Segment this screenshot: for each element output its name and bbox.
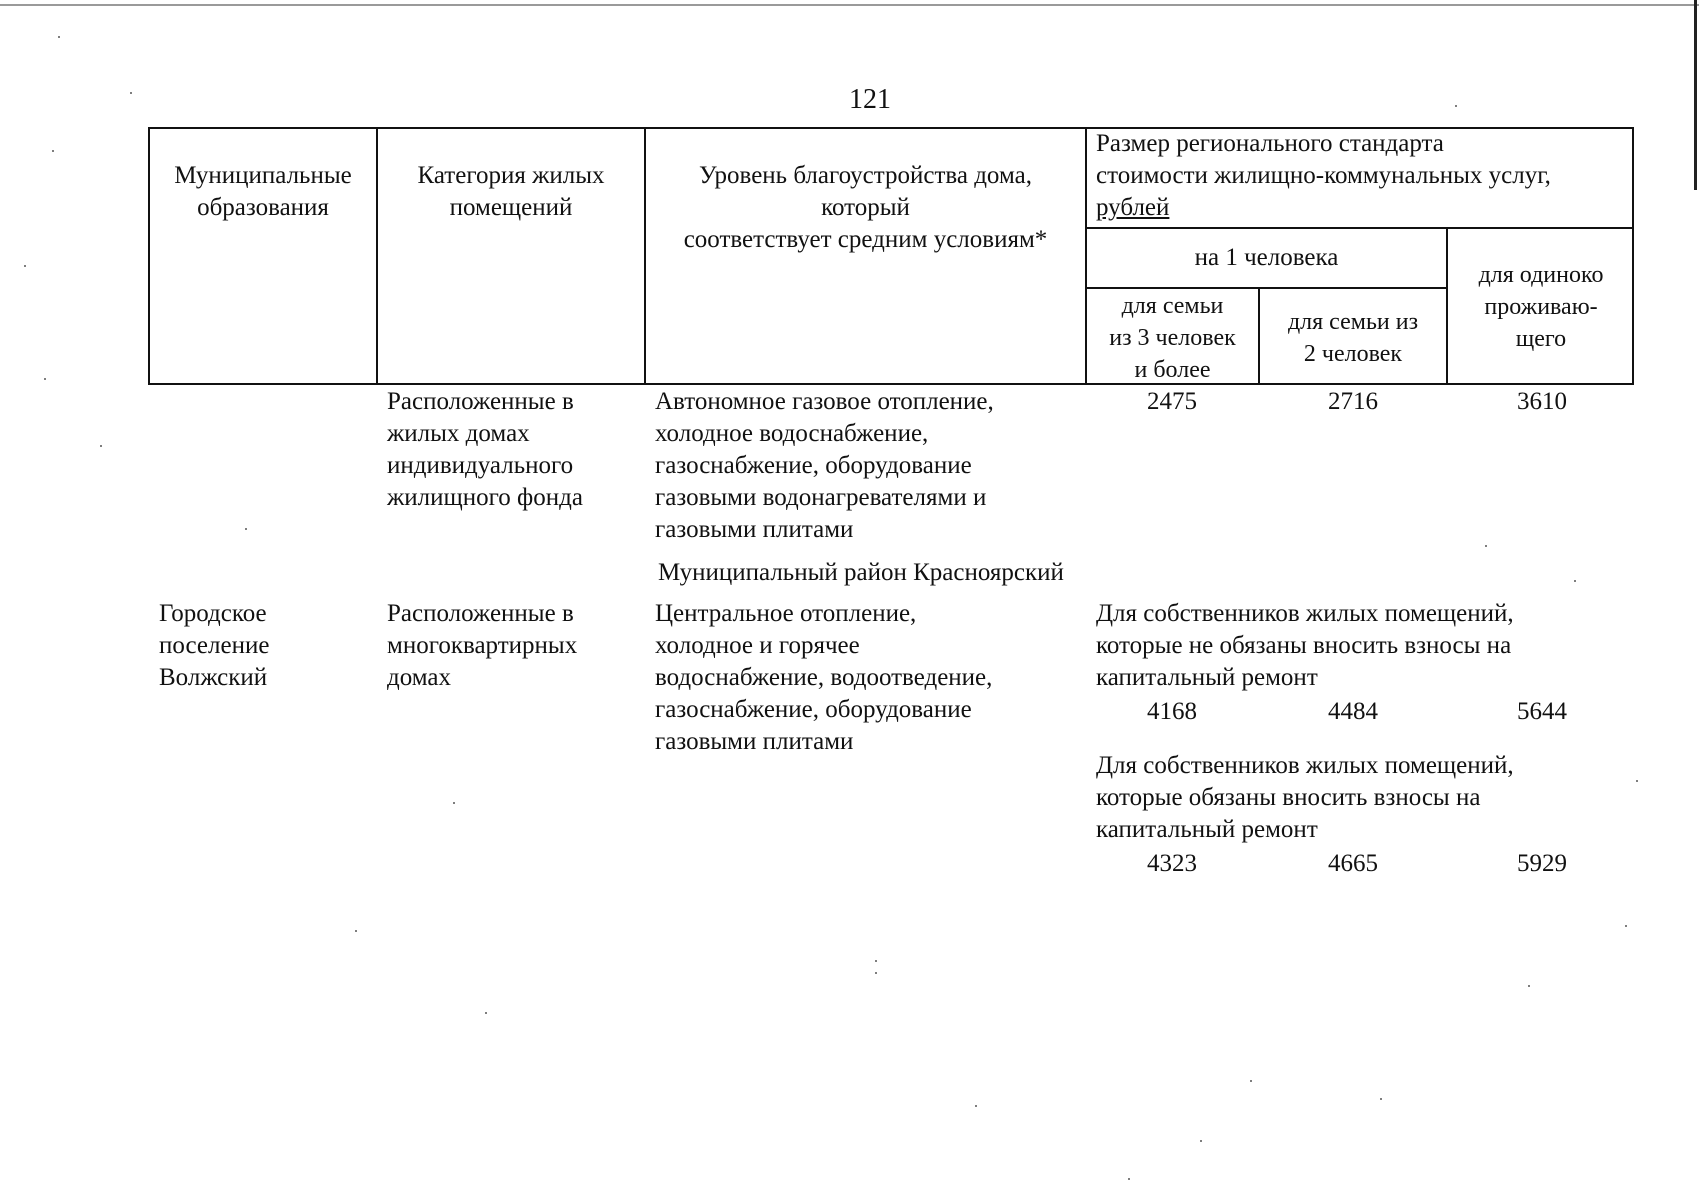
scan-top-line [0,4,1699,6]
row2-amenity: Центральное отопление, холодное и горячее водоснабжение, водоотведение, газоснабжение, оборудование газовыми плитами [655,600,993,755]
scan-speck [24,265,26,267]
scan-speck [1455,105,1457,107]
scan-speck [1380,1098,1382,1100]
header-family-2: для семьи из 2 человек [1287,309,1419,367]
row1-category: Расположенные в жилых домах индивидуального жилищного фонда [387,388,583,511]
header-standard-size: Размер регионального стандарта стоимости жилищно-коммунальных услуг, рублей [1096,130,1551,221]
header-single: для одиноко проживаю- щего [1478,262,1604,352]
scan-speck [1625,925,1627,927]
page-number: 121 [849,84,891,115]
scan-speck [355,930,357,932]
scan-speck [1574,580,1576,582]
row2-value1-family2: 4484 [1328,698,1378,725]
row2-value2-family2: 4665 [1328,850,1378,877]
row2-note-capital-repair: Для собственников жилых помещений, которые обязаны вносить взносы на капитальный ремонт [1096,752,1514,843]
row2-value1-single: 5644 [1517,698,1567,725]
scan-speck [1250,1080,1252,1082]
header-divider [1085,227,1634,229]
header-divider [1085,287,1446,289]
scan-speck [1200,1140,1202,1142]
row2-value2-single: 5929 [1517,850,1567,877]
scan-speck [44,378,46,380]
scan-speck [453,802,455,804]
row1-value-family3: 2475 [1147,388,1197,415]
scan-speck [1128,1178,1130,1180]
row2-value1-family3: 4168 [1147,698,1197,725]
header-municipalities: Муниципальные образования [174,162,352,221]
scan-speck [130,92,132,94]
scan-speck [245,528,247,530]
row2-note-no-capital-repair: Для собственников жилых помещений, которые не обязаны вносить взносы на капитальный ремонт [1096,600,1514,691]
row2-value2-family3: 4323 [1147,850,1197,877]
scan-speck [975,1105,977,1107]
scan-speck [58,36,60,38]
header-family-3: для семьи из 3 человек и более [1109,293,1236,383]
scan-speck [1528,985,1530,987]
row2-category: Расположенные в многоквартирных домах [387,600,578,691]
row2-municipality: Городское поселение Волжский [159,600,270,691]
scan-speck [52,150,54,152]
scan-speck [875,972,877,974]
scan-speck [1636,780,1638,782]
row1-value-single: 3610 [1517,388,1567,415]
scan-speck [1485,545,1487,547]
header-amenity-level: Уровень благоустройства дома, который соответствует средним условиям* [683,162,1048,253]
header-per-person: на 1 человека [1194,244,1339,271]
row1-value-family2: 2716 [1328,388,1378,415]
header-category: Категория жилых помещений [417,162,605,221]
row1-amenity: Автономное газовое отопление, холодное водоснабжение, газоснабжение, оборудование газовыми водонагревателями и газовыми плитами [655,388,994,543]
scan-speck [485,1012,487,1014]
scan-speck [100,445,102,447]
district-heading: Муниципальный район Красноярский [658,559,1064,586]
scan-speck [875,960,877,962]
